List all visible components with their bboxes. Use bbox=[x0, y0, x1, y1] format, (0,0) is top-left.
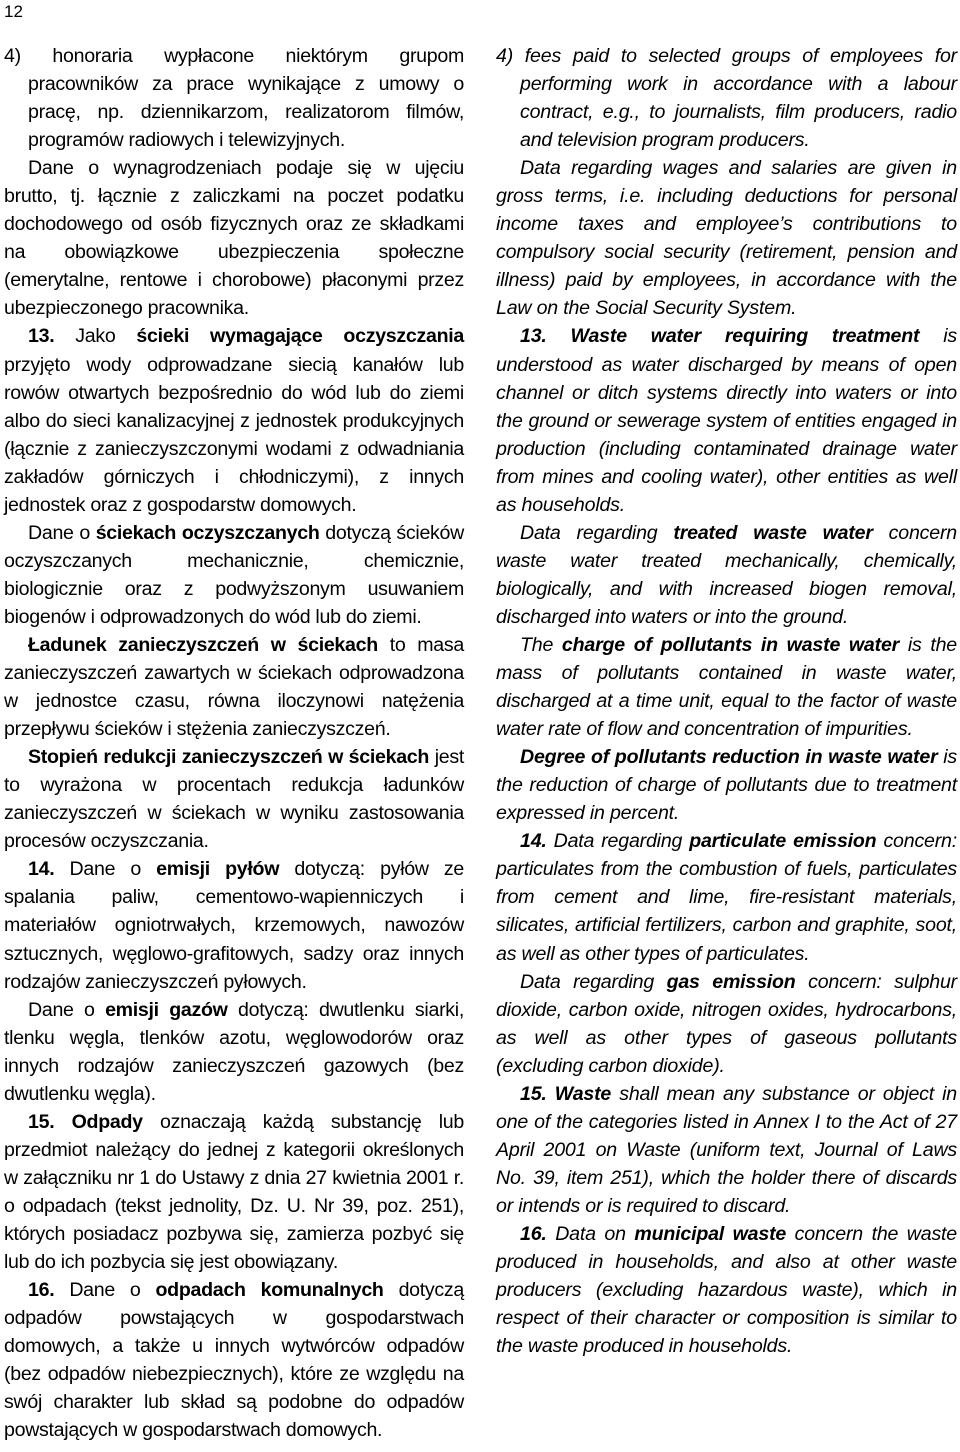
en-reduction-text: is the reduction of charge of pollutants due to treatment expressed in percent. bbox=[496, 746, 958, 825]
en-section-number-13: 13. bbox=[520, 325, 547, 348]
pl-gas-text: dotyczą: dwutlenku siarki, tlenku węgla, tlenków azotu, węglowodorów oraz innych rodzajów zanieczyszczeń gazowych (bez dwutlenku węgla). bbox=[4, 998, 464, 1105]
en-gas-text: concern: sulphur dioxide, carbon oxide, nitrogen oxides, hydrocarbons, as well as other types of gaseous pollutants (excluding carbon dioxide). bbox=[496, 970, 958, 1077]
pl-dust-term: emisji pyłów bbox=[156, 858, 280, 881]
en-paragraph-waste-water bbox=[496, 322, 957, 518]
en-municipal-term: municipal waste bbox=[634, 1222, 787, 1245]
pl-paragraph-waste bbox=[4, 1108, 464, 1276]
pl-municipal-term: odpadach komunalnych bbox=[155, 1279, 384, 1302]
pl-sewage-pre: Jako bbox=[54, 325, 137, 348]
en-waste-text: shall mean any substance or object in one of the categories listed in Annex I to the Act of 27 April 2001 on Waste (uniform text, Journal of Laws No. 39, item 251), which the holder there of discards or intends or is required to discard. bbox=[496, 1082, 957, 1217]
en-particulate-text: concern: particulates from the combustion of fuels, particulates from cement and lime, fire-resistant materials, silicates, artificial fertilizers, carbon and graphite, soot, as well as other types of particulates. bbox=[496, 830, 958, 965]
en-waste-term: Waste bbox=[546, 1082, 612, 1105]
en-treated-text: concern waste water treated mechanically, chemically, biologically, and with increased biogen removal, discharged into waters or into the ground. bbox=[496, 521, 957, 628]
pl-paragraph-sewage bbox=[4, 322, 464, 518]
en-gas-term: gas emission bbox=[666, 970, 796, 993]
pl-gas-term: emisji gazów bbox=[105, 998, 228, 1021]
pl-wages-text: Dane o wynagrodzeniach podaje się w ujęciu brutto, tj. łącznie z zaliczkami na poczet podatku dochodowego od osób fizycznych oraz ze składkami na obowiązkowe ubezpieczenia społeczne (emerytalne, rentowe i chorobowe) płaconymi przez ubezpieczonego pracownika. bbox=[4, 157, 464, 320]
en-particulate-pre: Data regarding bbox=[546, 830, 690, 853]
pl-charge-term: Ładunek zanieczyszczeń w ściekach bbox=[28, 633, 378, 656]
pl-gas-pre: Dane o bbox=[28, 998, 106, 1021]
pl-dust-text: dotyczą: pyłów ze spalania paliw, cementowo-wapienniczych i materiałów ogniotrwałych, krzemowych, nawozów sztucznych, węglowo-grafitowych, sadzy oraz innych rodzajów zanieczyszczeń pyłowych. bbox=[4, 858, 464, 993]
en-treated-pre: Data regarding bbox=[520, 521, 674, 544]
en-paragraph-reduction bbox=[496, 743, 957, 827]
pl-sewage-term: ścieki wymagające oczyszczania bbox=[136, 325, 464, 348]
pl-sewage-text: przyjęto wody odprowadzane siecią kanałów lub rowów otwartych bezpośrednio do wód lub do ziemi albo do sieci kanalizacyjnej z jednostek produkcyjnych (łącznie z zanieczyszczonymi wodami z odwadniania zakładów górniczych i chłodniczymi), z innych jednostek oraz z gospodarstw domowych. bbox=[4, 353, 464, 516]
en-paragraph-waste bbox=[496, 1080, 957, 1220]
pl-reduction-term: Stopień redukcji zanieczyszczeń w ściekach bbox=[28, 746, 430, 769]
pl-waste-term: Odpady bbox=[54, 1110, 143, 1133]
pl-paragraph-treated bbox=[4, 519, 464, 631]
en-gas-pre: Data regarding bbox=[520, 970, 667, 993]
pl-paragraph-charge bbox=[4, 631, 464, 743]
en-wages-text: Data regarding wages and salaries are given in gross terms, i.e. including deductions for personal income taxes and employee’s contributions to compulsory social security (retirement, pension and illness) paid by employees, in accordance with the Law on the Social Security System. bbox=[496, 157, 957, 320]
en-paragraph-charge bbox=[496, 631, 957, 743]
en-charge-text: is the mass of pollutants contained in waste water, discharged at a time unit, equal to the factor of waste water rate of flow and concentration of impurities. bbox=[496, 633, 957, 741]
en-waste-water-term: Waste water requiring treatment bbox=[546, 325, 920, 348]
pl-section-number-14: 14. bbox=[28, 858, 55, 881]
pl-section-number-15: 15. bbox=[28, 1110, 55, 1133]
en-charge-term: charge of pollutants in waste water bbox=[561, 633, 900, 656]
en-charge-pre: The bbox=[520, 633, 562, 656]
pl-paragraph-reduction bbox=[4, 743, 464, 855]
en-fees-text: 4) fees paid to selected groups of employees for performing work in accordance with a labour contract, e.g., to journalists, film producers, radio and television program producers. bbox=[496, 45, 957, 152]
en-treated-term: treated waste water bbox=[673, 521, 873, 544]
en-paragraph-gas bbox=[496, 968, 957, 1080]
en-section-number-14: 14. bbox=[520, 830, 547, 853]
pl-dust-pre: Dane o bbox=[54, 858, 157, 881]
pl-section-number-13: 13. bbox=[28, 325, 55, 348]
pl-paragraph-dust bbox=[4, 855, 464, 995]
pl-treated-text: dotyczą ścieków oczyszczanych mechanicznie, chemicznie, biologicznie oraz z podwyższonym usuwaniem biogenów i odprowadzonych do wód lub do ziemi. bbox=[4, 521, 464, 628]
en-reduction-term: Degree of pollutants reduction in waste water bbox=[520, 746, 938, 769]
en-section-number-15: 15. bbox=[520, 1082, 547, 1105]
pl-section-number-16: 16. bbox=[28, 1279, 55, 1302]
pl-reduction-text: jest to wyrażona w procentach redukcja ładunków zanieczyszczeń w ściekach w wyniku zastosowania procesów oczyszczania. bbox=[4, 746, 465, 853]
en-paragraph-treated bbox=[496, 519, 957, 631]
english-column bbox=[496, 42, 957, 1360]
pl-paragraph-fees bbox=[4, 42, 464, 154]
pl-paragraph-wages bbox=[4, 154, 464, 322]
en-paragraph-municipal bbox=[496, 1220, 957, 1360]
pl-charge-text: to masa zanieczyszczeń zawartych w ściekach odprowadzona w jednostce czasu, równa iloczynowi natężenia przepływu ścieków i stężenia zanieczyszczeń. bbox=[4, 633, 464, 741]
en-paragraph-fees bbox=[496, 42, 957, 154]
pl-treated-term: ściekach oczyszczanych bbox=[95, 521, 320, 544]
pl-paragraph-municipal bbox=[4, 1276, 464, 1444]
pl-waste-text: oznaczają każdą substancję lub przedmiot należący do jednej z kategorii określonych w załączniku nr 1 do Ustawy z dnia 27 kwietnia 2001 r. o odpadach (tekst jednolity, Dz. U. Nr 39, poz. 251), których posiadacz pozbywa się, zamierza pozbyć się lub do ich pozbycia się jest obowiązany. bbox=[4, 1110, 464, 1274]
en-paragraph-particulate bbox=[496, 827, 957, 967]
pl-municipal-text: dotyczą odpadów powstających w gospodarstwach domowych, a także u innych wytwórców odpadów (bez odpadów niebezpiecznych), które ze względu na swój charakter lub skład są podobne do odpadów powstających w gospodarstwach domowych. bbox=[4, 1279, 465, 1442]
en-section-number-16: 16. bbox=[520, 1222, 547, 1245]
en-waste-water-text: is understood as water discharged by means of open channel or ditch systems directly into waters or into the ground or sewerage system of entities engaged in production (including contaminated drainage water from mines and cooling water), other entities as well as households. bbox=[496, 325, 958, 516]
en-paragraph-wages bbox=[496, 154, 957, 322]
en-municipal-text: concern the waste produced in households, and also at other waste producers (excluding hazardous waste), which in respect of their character or composition is similar to the waste produced in households. bbox=[496, 1222, 957, 1358]
page-number: 12 bbox=[4, 2, 23, 21]
pl-paragraph-gas bbox=[4, 996, 464, 1108]
pl-treated-pre: Dane o bbox=[28, 521, 96, 544]
polish-column bbox=[4, 42, 464, 1444]
pl-fees-text: 4) honoraria wypłacone niektórym grupom pracowników za prace wynikające z umowy o pracę, np. dziennikarzom, realizatorom filmów, programów radiowych i telewizyjnych. bbox=[4, 45, 464, 152]
en-particulate-term: particulate emission bbox=[689, 830, 877, 853]
en-municipal-pre: Data on bbox=[546, 1222, 635, 1245]
pl-municipal-pre: Dane o bbox=[54, 1279, 156, 1302]
